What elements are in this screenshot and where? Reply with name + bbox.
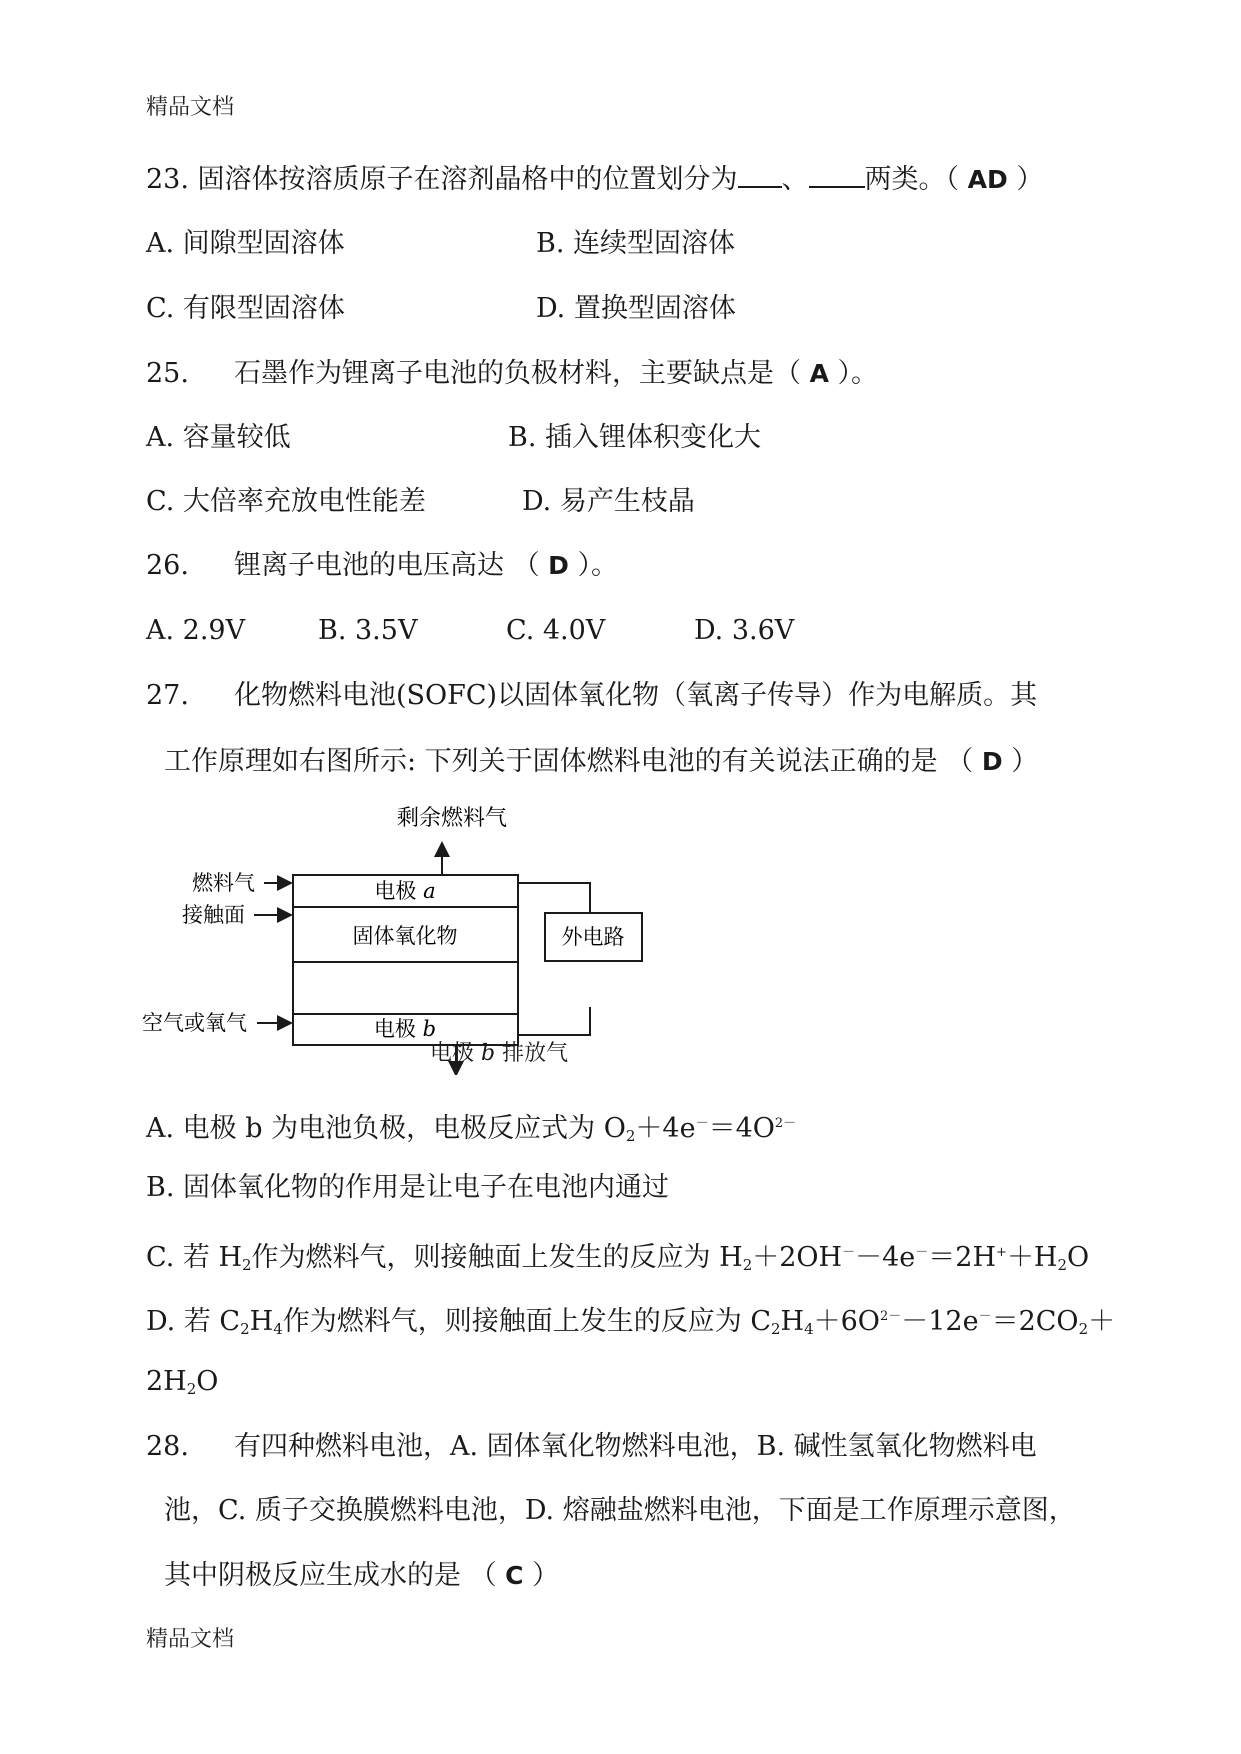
label-fuel-gas: 燃料气 [192,871,255,895]
sofc-diagram [140,795,700,1075]
q27-d-text-7: ＝2CO [991,1306,1079,1337]
label-air-oxygen: 空气或氧气 [142,1011,247,1035]
q27-d-text-8: ＋ [1088,1306,1116,1337]
question-26-stem: 锂离子电池的电压高达 （ [234,550,549,581]
q27-d-text-5: ＋6O [813,1306,880,1337]
question-28-number: 28. [146,1431,189,1462]
q27-a-text-2: ＋4e [635,1113,696,1144]
q27-c-text-2: 作为燃料气，则接触面上发生的反应为 H [251,1242,743,1273]
q27-c-text-4: －4e [855,1242,916,1273]
q27-option-d [146,1297,1115,1349]
exhaust-label-var: b [481,1041,496,1066]
question-23-close: ） [1007,164,1044,195]
q27-d2-text: 2H [146,1366,187,1397]
question-25 [234,354,878,394]
label-contact-surface: 接触面 [182,903,245,927]
q27-option-d-cont [146,1362,218,1409]
q27-d2-text-2: O [196,1366,219,1397]
question-27-line-1: 化物燃料电池(SOFC)以固体氧化物（氧离子传导）作为电解质。其 [234,680,1038,711]
question-28-line-1: 有四种燃料电池，A. 固体氧化物燃料电池，B. 碱性氢氧化物燃料电 [234,1431,1037,1462]
q27-a-sup-2: 2－ [774,1116,797,1131]
q27-option-a [146,1104,796,1156]
q26-option-d: D. 3.6V [694,615,795,646]
q27-d-text-2: H [249,1306,274,1337]
q25-option-d: D. 易产生枝晶 [522,486,695,517]
question-23-stem-end: 两类。（ [864,164,968,195]
label-residual-fuel: 剩余燃料气 [396,806,508,831]
q27-c-sup-3: + [996,1245,1007,1260]
q25-option-b: B. 插入锂体积变化大 [508,422,762,453]
electrode-b-label: 电极 b [373,1017,437,1041]
q27-c-sub-2: 2 [742,1256,753,1274]
q27-c-text-5: ＝2H [928,1242,997,1273]
q23-option-c: C. 有限型固溶体 [146,293,345,324]
q26-option-b: B. 3.5V [318,615,418,646]
q27-option-b: B. 固体氧化物的作用是让电子在电池内通过 [146,1172,670,1203]
circuit-wire-bottom [518,1007,590,1035]
exhaust-label-text: 电极 [430,1041,475,1066]
question-25-answer: A [809,359,829,388]
q27-d-sup: 2－ [879,1309,902,1324]
q27-a-sup: － [695,1116,709,1131]
question-27-line-2 [164,742,1038,782]
q27-a-sub: 2 [625,1127,636,1145]
q27-c-sub-3: 2 [1057,1256,1068,1274]
question-27-answer: D [981,747,1003,776]
question-26 [234,546,618,586]
page-header: 精品文档 [146,95,235,120]
q27-a-text-3: ＝4O [708,1113,775,1144]
q27-c-text: C. 若 H [146,1242,242,1273]
q25-option-c: C. 大倍率充放电性能差 [146,486,426,517]
question-28-close: ） [523,1560,560,1591]
label-electrode-b-exhaust [430,1036,568,1067]
circuit-wire-top [518,883,590,913]
q27-d-sub: 2 [240,1320,250,1338]
q25-option-a: A. 容量较低 [146,422,291,453]
q27-c-sup: － [842,1245,856,1260]
page-footer: 精品文档 [146,1627,235,1652]
q27-d-text-4: H [780,1306,805,1337]
q23-option-d: D. 置换型固溶体 [536,293,736,324]
electrolyte-label: 固体氧化物 [352,924,458,948]
q27-c-text-7: O [1067,1242,1090,1273]
external-circuit-label: 外电路 [561,925,625,949]
q27-d-text-3: 作为燃料气，则接触面上发生的反应为 C [282,1306,771,1337]
question-28-line-3 [164,1556,559,1596]
q27-option-c [146,1233,1089,1285]
question-27-close: ） [1002,746,1039,777]
q27-c-text-6: ＋H [1006,1242,1058,1273]
q27-d2-sub: 2 [186,1380,197,1398]
q27-c-text-3: ＋2OH [752,1242,843,1273]
question-27-stem: 工作原理如右图所示: 下列关于固体燃料电池的有关说法正确的是 （ [164,746,982,777]
q27-d-text: D. 若 C [146,1306,241,1337]
question-23 [146,160,1043,200]
blank-2 [809,160,865,188]
question-23-stem: 23. 固溶体按溶质原子在溶剂晶格中的位置划分为 [146,164,738,195]
question-26-answer: D [548,551,569,580]
q26-option-c: C. 4.0V [506,615,606,646]
q27-d-sup-2: － [978,1309,992,1324]
electrode-a-label: 电极 a [374,879,436,903]
q27-d-sub-4: 4 [804,1320,814,1338]
question-28-answer: C [505,1561,524,1590]
q27-c-sub: 2 [242,1256,252,1274]
question-23-answer: AD [967,165,1008,194]
question-26-close: ）。 [568,550,619,581]
question-23-sep: 、 [781,164,809,195]
q27-d-sub-2: 4 [273,1320,283,1338]
q27-d-sub-3: 2 [770,1320,781,1338]
question-25-close: ）。 [828,358,879,389]
q27-c-sup-2: － [915,1245,929,1260]
blank-1 [738,160,782,188]
q27-a-text: A. 电极 b 为电池负极，电极反应式为 O [146,1113,626,1144]
question-25-number: 25. [146,358,189,389]
q27-d-sub-5: 2 [1078,1320,1089,1338]
question-28-stem: 其中阴极反应生成水的是 （ [164,1560,506,1591]
q23-option-a: A. 间隙型固溶体 [146,228,345,259]
exhaust-label-suffix: 排放气 [502,1041,569,1066]
q23-option-b: B. 连续型固溶体 [536,228,736,259]
question-28-line-2: 池，C. 质子交换膜燃料电池，D. 熔融盐燃料电池，下面是工作原理示意图， [164,1495,1076,1526]
question-27-number: 27. [146,680,189,711]
question-26-number: 26. [146,550,189,581]
question-25-stem: 石墨作为锂离子电池的负极材料，主要缺点是（ [234,358,810,389]
q26-option-a: A. 2.9V [146,615,246,646]
q27-d-text-6: －12e [901,1306,979,1337]
